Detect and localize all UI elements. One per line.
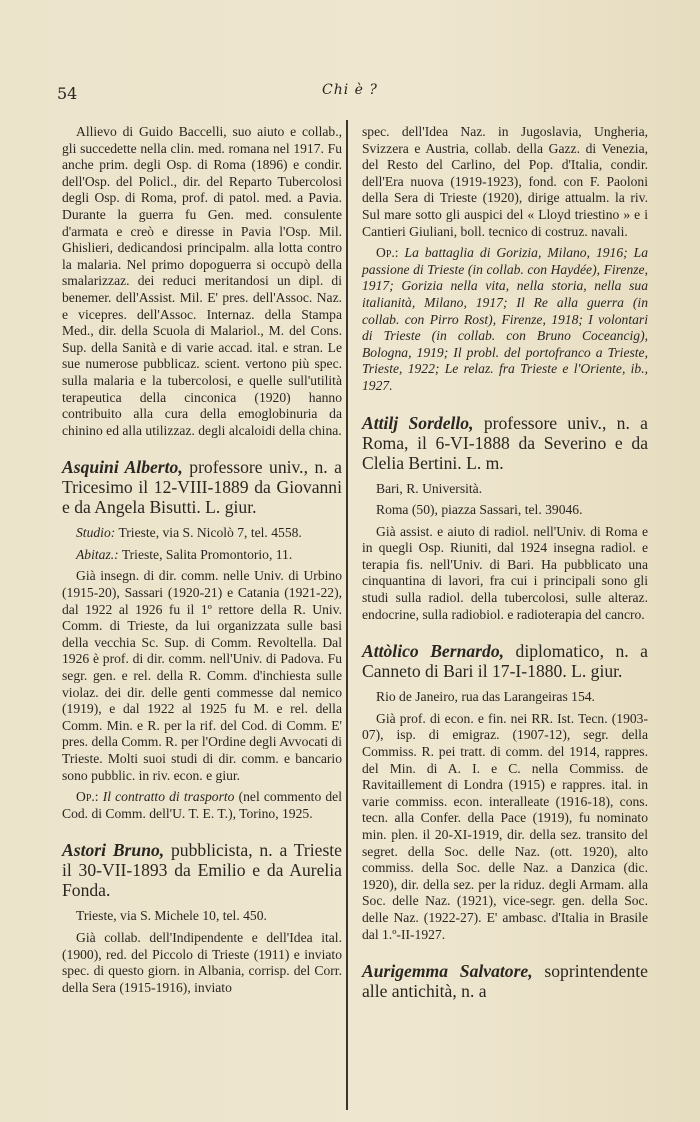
entry-description: pubblicista, n. a Trieste il 30-VII-1893 da Emilio e da Aurelia Fonda. bbox=[62, 840, 342, 901]
entry-description: soprintendente alle antichità, n. a bbox=[362, 961, 648, 1002]
works-detail: (nel commento del Cod. di Comm. dell'U. T. E. T.), Torino, 1925. bbox=[62, 789, 342, 821]
attolico-biography: Già prof. di econ. e fin. nei RR. Ist. Tecn. (1903-07), isp. di emigraz. (1907-12), segr. della Commiss. R. pei tratt. di comm. del 1914, rappres. del Min. di A. I. e C. nella Commiss. de Ravitaillement di Londra (1915) e rappres. ital. in varie commiss. econ. interalleate (1916-18), cons. tecn. alla Confer. della Pace (1919), fu nominato min. plen. il 20-XI-1919, dir. della sez. transito del segret. della Soc. delle Naz. (ott. 1920), alto commiss. della Soc. delle Naz. a Danzica (dic. 1920), dir. della sez. per la riduz. degli Armam. alla Soc. delle Naz. (1921), vice-segr. gen. della Soc. delle Naz. (1922-27). E' ambasc. d'Italia in Brasile dal 1.º-II-1927. bbox=[362, 710, 648, 942]
studio-label: Studio: bbox=[76, 525, 116, 541]
studio-address bbox=[62, 525, 342, 542]
astori-address: Trieste, via S. Michele 10, tel. 450. bbox=[76, 908, 267, 924]
attilj-biography: Già assist. e aiuto di radiol. nell'Univ. di Roma e in quegli Osp. Riuniti, dal 1924 insegna radiol. e terapia fis. nell'Univ. di Bari. Ha pubblicato una cinquantina di lavori, fra cui i principali sono gli studi sulla radiol. della tubercolosi, sulle alteraz. endocrine, sulla radiobiol. e radioterapia del cancro. bbox=[362, 523, 648, 622]
entry-heading-attolico bbox=[362, 641, 648, 681]
baccelli-entry-text: Allievo di Guido Baccelli, suo aiuto e collab., gli succedette nella clin. med. romana nel 1917. Fu anche prim. degli Osp. di Roma (1896) e condir. dell'Osp. del Policl., dir. del Reparto Tubercolosi degli Osp. di Roma, prof. di patol. med. a Pavia. Durante la guerra fu Gen. med. consulente d'armata e creò e diresse in Pavia l'Osp. Mil. Ghislieri, dedicandosi principalm. alla lotta contro la malaria. Nel primo dopoguerra si occupò della smalarizzaz. dei reduci meritandosi un dipl. di benemer. dell'Assist. Mil. E' pres. dell'Assoc. Naz. e vicepres. dell'Assoc. Internaz. della Stampa Med., dir. della Scuola di Malariol., M. del Cons. Sup. della Sanità e di varie accad. ital. e stran. Le sue numerose pubblicaz. scient. vertono più spec. sulla malaria e la tubercolosi, e quelle sull'utilità terapeutica della cinconica (1920) hanno contribuito alla cura della emoglobinuria da chinino ed alla utilizzaz. degli alcaloidi della china. bbox=[62, 124, 342, 438]
running-head: Chi è ? bbox=[322, 82, 378, 98]
entry-name: Aurigemma Salvatore, bbox=[362, 961, 533, 982]
home-address bbox=[62, 547, 342, 564]
entry-description: professore univ., n. a Roma, il 6-VI-1888 da Severino e da Clelia Bertini. L. m. bbox=[362, 412, 648, 473]
entry-name: Attilj Sordello, bbox=[362, 412, 474, 433]
abitaz-label: Abitaz.: bbox=[76, 546, 119, 562]
entry-description: professore univ., n. a Tricesimo il 12-VIII-1889 da Giovanni e da Angela Bisutti. L. giur. bbox=[62, 457, 342, 518]
works-list: La battaglia di Gorizia, Milano, 1916; La passione di Trieste (in collab. con Haydée), Firenze, 1917; Gorizia nella vita, nella storia, nella sua italianità, Milano, 1917; Il Re alla guerra (in collab. con Pirro Rost), Firenze, 1918; I volontari di Trieste (in collab. con Bruno Coceancig), Bologna, 1919; Il probl. del portofranco a Trieste, Trieste, 1922; Le relaz. fra Trieste e l'Oriente, ib., 1927. bbox=[362, 245, 648, 393]
entry-heading-astori bbox=[62, 840, 342, 900]
astori-biography: Già collab. dell'Indipendente e dell'Idea ital. (1900), red. del Piccolo di Trieste (1911) e inviato spec. di questo giorn. in Albania, corrisp. del Corr. della Sera (1915-1916), inviato bbox=[62, 929, 342, 995]
attilj-address-roma: Roma (50), piazza Sassari, tel. 39046. bbox=[376, 502, 583, 518]
attilj-address-bari: Bari, R. Università. bbox=[376, 480, 483, 496]
entry-name: Attòlico Bernardo, bbox=[362, 641, 505, 662]
studio-value: Trieste, via S. Nicolò 7, tel. 4558. bbox=[118, 525, 302, 541]
page-number: 54 bbox=[57, 84, 78, 103]
works-label: Op.: bbox=[76, 789, 99, 805]
astori-works bbox=[362, 245, 648, 394]
entry-name: Astori Bruno, bbox=[62, 840, 165, 861]
asquini-works bbox=[62, 789, 342, 822]
works-label: Op.: bbox=[376, 245, 399, 261]
entry-description: diplomatico, n. a Canneto di Bari il 17-I-1880. L. giur. bbox=[362, 641, 648, 682]
entry-heading-aurigemma bbox=[362, 961, 648, 1001]
abitaz-value: Trieste, Salita Promontorio, 11. bbox=[121, 546, 293, 562]
works-title: Il contratto di trasporto bbox=[102, 789, 235, 805]
right-column bbox=[362, 124, 648, 1009]
entry-heading-asquini bbox=[62, 457, 342, 517]
left-column bbox=[62, 124, 342, 1001]
asquini-biography: Già insegn. di dir. comm. nelle Univ. di Urbino (1915-20), Sassari (1920-21) e Catania (1921-22), dal 1922 al 1926 fu il 1º rettore della R. Univ. Comm. di Trieste, da lui organizzata sulle basi della vecchia Sc. Sup. di Comm. Revoltella. Dal 1926 è prof. di dir. comm. nell'Univ. di Padova. Fu segr. gen. e rel. della R. Comm. d'inchiesta sulle violaz. dei dir. delle genti commesse dal nemico (1919), e dal 1922 al 1925 fu M. e rel. della Comm. Min. e R. per la rif. del Cod. di Comm. E' pres. della Comm. R. per l'Ordine degli Avvocati di Trieste. Molti suoi studi di dir. comm. e bancario sono pubblic. in riv. econ. e giur. bbox=[62, 568, 342, 783]
astori-biography-continued: spec. dell'Idea Naz. in Jugoslavia, Ungheria, Svizzera e Austria, collab. della Gazz. di Venezia, del Resto del Carlino, del Pop. d'Italia, condir. dell'Era nuova (1919-1923), fond. con F. Paoloni della Sera di Trieste (1920), dirige attualm. la riv. Sul mare sotto gli auspici del « Lloyd triestino » e i Cantieri Giuliani, boll. tecnico di costruz. navali. bbox=[362, 124, 648, 239]
attolico-address: Rio de Janeiro, rua das Larangeiras 154. bbox=[376, 689, 595, 705]
entry-name: Asquini Alberto, bbox=[62, 457, 183, 478]
column-divider bbox=[346, 120, 348, 1110]
entry-heading-attilj bbox=[362, 413, 648, 473]
